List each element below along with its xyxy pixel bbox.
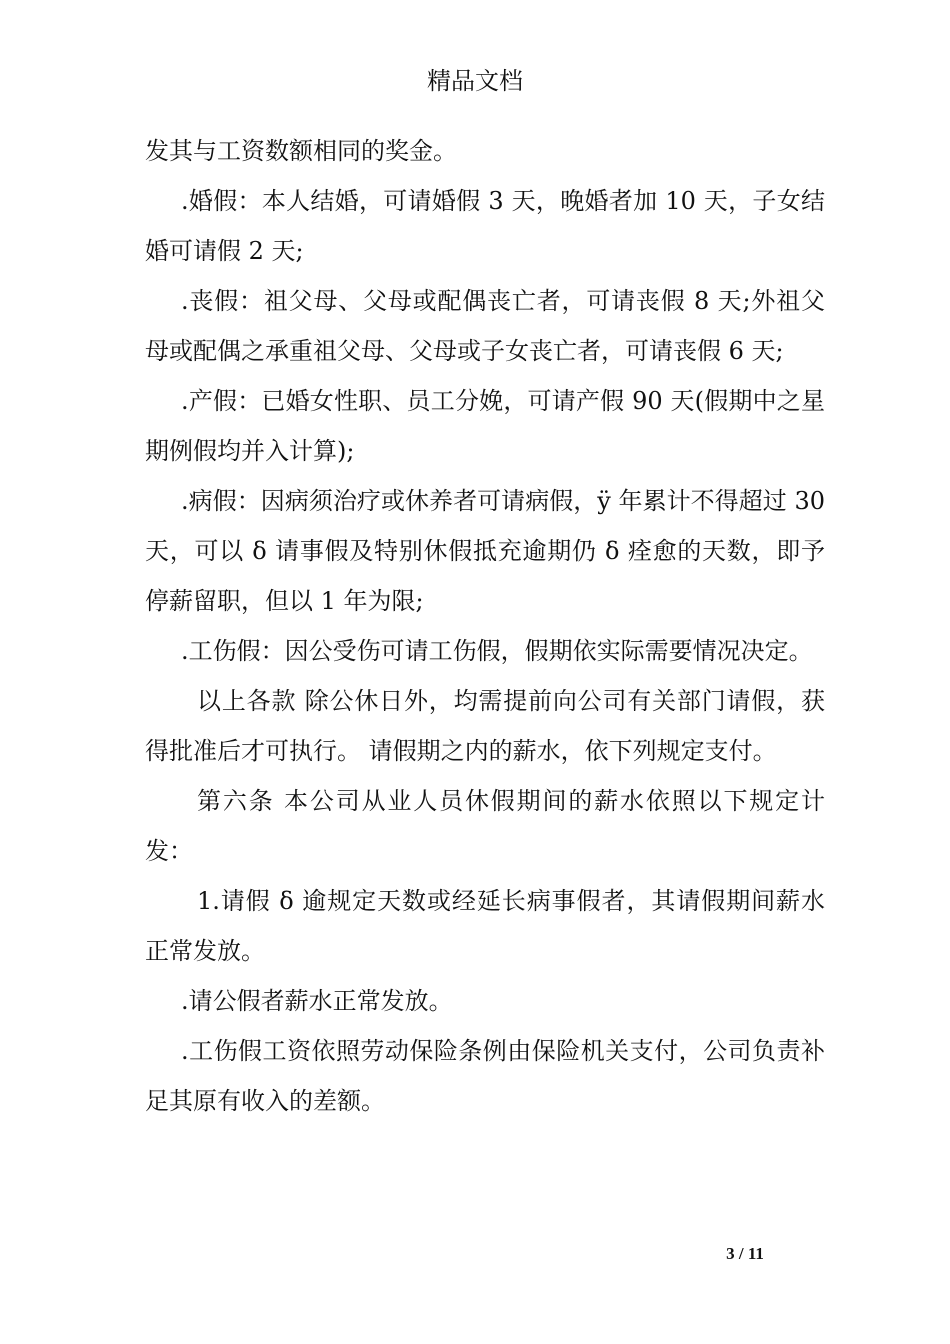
paragraph-bonus-continuation: 发其与工资数额相同的奖金。 <box>145 137 457 165</box>
paragraph-article-six: 第六条 本公司从业人员休假期间的薪水依照以下规定计发： <box>145 787 825 865</box>
paragraph-maternity-leave: .产假：已婚女性职、员工分娩，可请产假 90 天(假期中之星期例假均并入计算); <box>145 387 825 465</box>
paragraph-injury-leave: .工伤假：因公受伤可请工伤假，假期依实际需要情况决定。 <box>181 637 813 665</box>
page-header-title: 精品文档 <box>427 67 523 95</box>
document-body <box>145 126 825 1126</box>
paragraph-leave-approval: 以上各款 除公休日外，均需提前向公司有关部门请假，获得批准后才可执行。 请假期之内的薪水，依下列规定支付。 <box>145 687 825 765</box>
paragraph-sick-leave: .病假：因病须治疗或休养者可请病假，ÿ 年累计不得超过 30 天，可以 δ 请事假及特别休假抵充逾期仍 δ 痊愈的天数，即予停薪留职，但以 1 年为限; <box>145 487 825 615</box>
paragraph-injury-pay: .工伤假工资依照劳动保险条例由保险机关支付，公司负责补足其原有收入的差额。 <box>145 1037 825 1115</box>
paragraph-public-leave-pay: .请公假者薪水正常发放。 <box>181 987 453 1015</box>
paragraph-rule-1: 1.请假 δ 逾规定天数或经延长病事假者，其请假期间薪水正常发放。 <box>145 887 825 965</box>
page-number: 3 / 11 <box>726 1244 764 1263</box>
paragraph-funeral-leave: .丧假：祖父母、父母或配偶丧亡者，可请丧假 8 天;外祖父母或配偶之承重祖父母、父母或子女丧亡者，可请丧假 6 天; <box>145 287 825 365</box>
paragraph-marriage-leave: .婚假：本人结婚，可请婚假 3 天，晚婚者加 10 天，子女结婚可请假 2 天; <box>145 187 825 265</box>
